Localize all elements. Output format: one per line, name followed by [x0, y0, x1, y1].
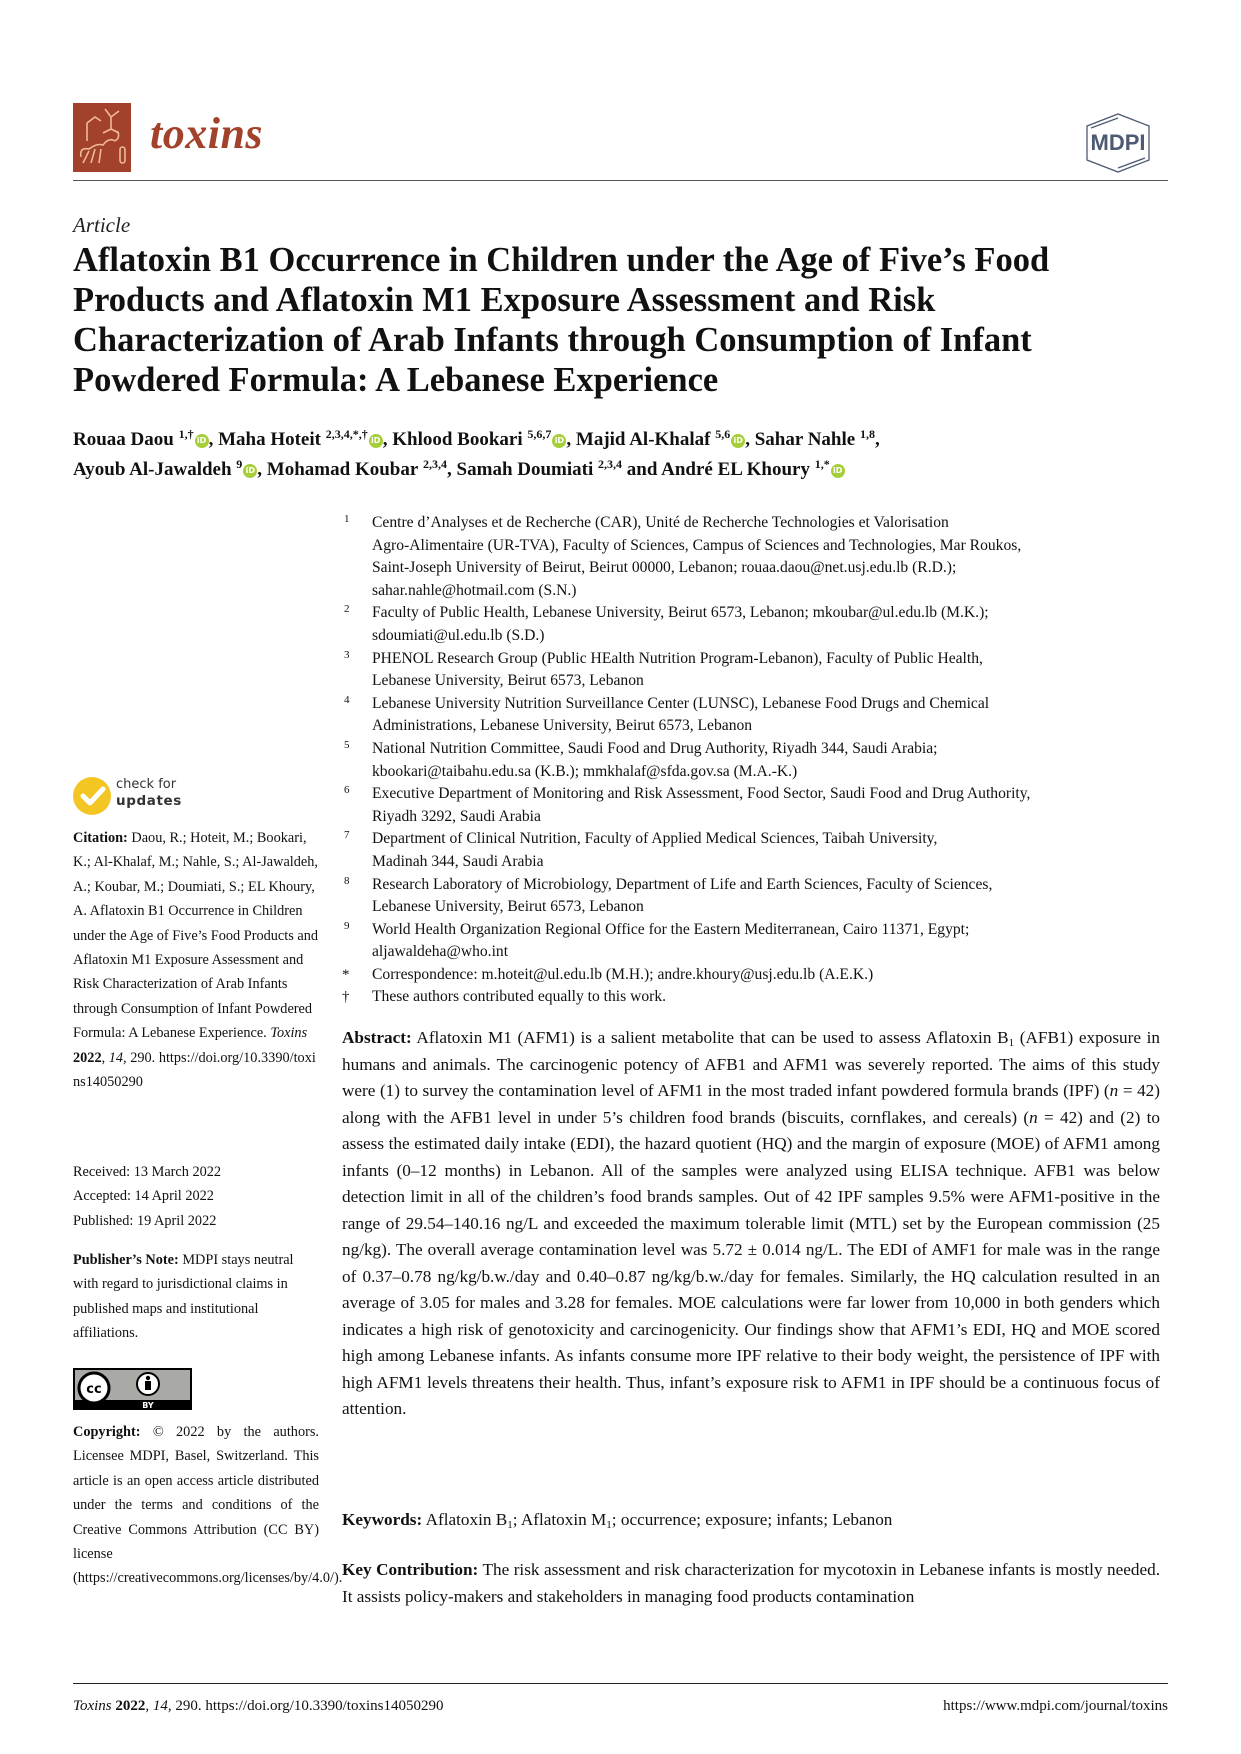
affiliation-line: sdoumiati@ul.edu.lb (S.D.): [372, 626, 545, 644]
keywords-label: Keywords:: [342, 1510, 423, 1529]
footer-journal-url[interactable]: https://www.mdpi.com/journal/toxins: [943, 1698, 1168, 1714]
key-contribution: [342, 1557, 1160, 1610]
author-name[interactable]: Majid Al-Khalaf: [575, 429, 711, 450]
affiliation-line: Administrations, Lebanese University, Beirut 6573, Lebanon: [372, 717, 753, 735]
abstract: [342, 1025, 1160, 1423]
affiliation-number: 3: [344, 648, 350, 661]
author-separator: and: [622, 459, 662, 480]
abstract-subscript: 1: [1008, 1037, 1015, 1049]
footer-citation: Toxins 2022, 14, 290. https://doi.org/10.3390/toxins14050290: [73, 1698, 444, 1714]
author-separator: ,: [566, 429, 576, 450]
affiliation-line: Lebanese University, Beirut 6573, Lebanon: [372, 672, 644, 690]
footer-year: 2022: [115, 1698, 146, 1714]
author-separator: ,: [382, 429, 393, 450]
author-separator: ,: [745, 429, 755, 450]
footer-journal: Toxins: [73, 1698, 112, 1714]
journal-name: toxins: [150, 109, 264, 158]
author-separator: ,: [257, 459, 267, 480]
orcid-icon[interactable]: iD: [731, 434, 745, 448]
affiliation-line: sahar.nahle@hotmail.com (S.N.): [372, 581, 577, 599]
affiliation-line: aljawaldeha@who.int: [372, 943, 509, 961]
citation-text: Daou, R.; Hoteit, M.; Bookari, K.; Al-Khalaf, M.; Nahle, S.; Al-Jawaldeh, A.; Koubar, M.; Doumiati, S.; EL Khoury, A. Aflatoxin B1 Occurrence in Children under the Age of Five’s Food Products and Aflatoxin M1 Exposure Assessment and Risk Characterization of Arab Infants through Consumption of Infant Powdered Formula: A Lebanese Experience.: [73, 830, 319, 1042]
author-name[interactable]: Ayoub Al-Jawaldeh: [73, 459, 232, 480]
affiliation-line: National Nutrition Committee, Saudi Food and Drug Authority, Riyadh 344, Saudi Arabia;: [372, 739, 938, 757]
orcid-icon[interactable]: iD: [369, 434, 383, 448]
orcid-icon[interactable]: iD: [243, 464, 257, 478]
abstract-text: (AFB1) exposure in humans and animals. The carcinogenic potency of AFB1 and AFM1 was severely reported. The aims of this study were (1) to survey the contamination level of AFM1 in the most traded infant powdered formula brands (IPF) (: [342, 1028, 1160, 1100]
check-updates-line1: check for: [116, 777, 177, 792]
abstract-text: = 42) along with the AFB1 level in under 5’s children food brands (biscuits, cornflakes, and cereals) (: [342, 1081, 1160, 1127]
affiliation-number: 8: [344, 874, 350, 887]
affiliation-line: Correspondence: m.hoteit@ul.edu.lb (M.H.); andre.khoury@usj.edu.lb (A.E.K.): [372, 965, 874, 983]
affiliation-item: [342, 783, 1172, 828]
citation-block: Citation: Daou, R.; Hoteit, M.; Bookari, K.; Al-Khalaf, M.; Nahle, S.; Al-Jawaldeh, A.; Koubar, M.; Doumiati, S.; EL Khoury, A. Aflatoxin B1 Occurrence in Children under the Age of Five’s Food Products and Aflatoxin M1 Exposure Assessment and Risk Characterization of Arab Infants through Consumption of Infant Powdered Formula: A Lebanese Experience. Toxins 2022, 14, 290. https://doi.org/10.3390/toxins14050290: [73, 830, 319, 1091]
key-contribution-label: Key Contribution:: [342, 1560, 479, 1579]
affiliation-line: PHENOL Research Group (Public HEalth Nutrition Program-Lebanon), Faculty of Public Health,: [372, 649, 983, 667]
author-affiliation-marker: 9: [236, 457, 243, 471]
publication-dates: [73, 1160, 319, 1233]
affiliation-item: [342, 986, 1172, 1009]
affiliation-number: 2: [344, 603, 350, 616]
affiliation-number: 7: [344, 829, 350, 842]
publishers-note: [73, 1248, 319, 1346]
affiliation-item: [342, 964, 1172, 987]
journal-logo: [73, 103, 131, 172]
footer-volume: 14: [152, 1698, 168, 1714]
orcid-icon[interactable]: iD: [831, 464, 845, 478]
affiliation-number: 1: [344, 513, 350, 525]
author-affiliation-marker: 1,*: [814, 457, 830, 471]
citation-volume: 14: [108, 1049, 124, 1066]
affiliation-item: [342, 874, 1172, 919]
author-name[interactable]: Maha Hoteit: [218, 429, 321, 450]
author-separator: ,: [447, 459, 457, 480]
author-list: [73, 425, 1183, 485]
by-label: BY: [142, 1401, 154, 1410]
keyword-list: ; occurrence; exposure; infants; Lebanon: [611, 1510, 893, 1529]
citation-year: 2022: [73, 1049, 102, 1066]
affiliation-item: [342, 828, 1172, 873]
affiliation-line: Lebanese University Nutrition Surveillance Center (LUNSC), Lebanese Food Drugs and Chemical: [372, 694, 990, 712]
author-name[interactable]: Rouaa Daou: [73, 429, 174, 450]
affiliation-number: 9: [344, 919, 350, 932]
affiliation-line: Executive Department of Monitoring and Risk Assessment, Food Sector, Saudi Food and Drug Authority,: [372, 785, 1031, 803]
cc-icon-label: cc: [86, 1382, 102, 1397]
header-divider: [73, 180, 1168, 181]
author-affiliation-marker: 1,8: [859, 427, 875, 441]
orcid-icon[interactable]: iD: [195, 434, 209, 448]
cc-by-license-badge[interactable]: [73, 1368, 192, 1410]
citation-pages: 290.: [130, 1049, 156, 1066]
footer-doi-link[interactable]: , 290. https://doi.org/10.3390/toxins14050290: [167, 1698, 444, 1714]
keyword-subscript: 1: [507, 1519, 513, 1531]
keyword-subscript: 1: [606, 1519, 612, 1531]
affiliation-line: kbookari@taibahu.edu.sa (K.B.); mmkhalaf@sfda.gov.sa (M.A.-K.): [372, 762, 798, 780]
abstract-text: = 42) and (2) to assess the estimated daily intake (EDI), the hazard quotient (HQ) and the margin of exposure (MOE) of AFM1 among infants (0–12 months) in Lebanon. All of the samples were analyzed using ELISA technique. AFB1 was below detection limit in all of the children’s food brands samples. Out of 42 IPF samples 9.5% were AFM1-positive in the range of 29.54–140.16 ng/L and exceeded the maximum tolerable limit (MTL) set by the European commission (25 ng/kg). The overall average contamination level was 5.72 ± 0.014 ng/L. The EDI of AMF1 for male was in the range of 0.37–0.78 ng/kg/b.w./day and 0.40–0.87 ng/kg/b.w./day for females. Similarly, the HQ calculation resulted in an average of 3.05 for males and 3.28 for females. MOE calculations were far lower from 10,000 in both genders which indicates a high risk of genotoxicity and carcinogenicity. Our findings show that AFM1’s EDI, HQ and MOE scored high among Lebanese infants. As infants consume more IPF relative to their body weight, the persistence of IPF with high AFM1 levels threatens their health. Thus, infant’s exposure risk to AFM1 in IPF should be a continuous focus of attention.: [342, 1107, 1160, 1418]
orcid-icon[interactable]: iD: [552, 434, 566, 448]
abstract-n-symbol: n: [1109, 1081, 1119, 1100]
affiliation-item: [342, 693, 1172, 738]
check-for-updates-button[interactable]: [73, 777, 323, 817]
author-name[interactable]: Samah Doumiati: [456, 459, 594, 480]
citation-doi-link[interactable]: https://doi.org/10.3390/toxins14050290: [73, 1049, 316, 1091]
abstract-label: Abstract:: [342, 1028, 412, 1047]
article-title: Aflatoxin B1 Occurrence in Children under the Age of Five’s Food Products and Aflatoxin M1 Exposure Assessment and Risk Characterization of Arab Infants through Consumption of Infant Powdered Formula: A Lebanese Experience: [73, 241, 1050, 399]
affiliation-item: [342, 738, 1172, 783]
affiliation-number: †: [342, 989, 350, 1006]
keyword: Aflatoxin B: [425, 1510, 508, 1529]
affiliation-line: World Health Organization Regional Office for the Eastern Mediterranean, Cairo 11371, Egypt;: [372, 920, 970, 938]
affiliation-line: Research Laboratory of Microbiology, Department of Life and Earth Sciences, Faculty of Sciences,: [372, 875, 993, 893]
copyright-label: Copyright:: [73, 1424, 141, 1440]
author-name[interactable]: Mohamad Koubar: [266, 459, 419, 480]
date-received: Received: 13 March 2022: [73, 1164, 222, 1180]
affiliation-line: Faculty of Public Health, Lebanese University, Beirut 6573, Lebanon; mkoubar@ul.edu.lb (M.K.);: [372, 604, 989, 622]
affiliation-line: Riyadh 3292, Saudi Arabia: [372, 807, 541, 825]
author-name[interactable]: André EL Khoury: [661, 459, 810, 480]
article-type: Article: [73, 213, 131, 237]
author-affiliation-marker: 1,†: [178, 427, 194, 441]
affiliation-line: These authors contributed equally to this work.: [372, 988, 667, 1006]
affiliation-line: Centre d’Analyses et de Recherche (CAR), Unité de Recherche Technologies et Valorisation: [372, 514, 949, 531]
publishers-note-label: Publisher’s Note:: [73, 1252, 179, 1268]
author-separator: ,: [874, 429, 880, 450]
affiliation-number: 5: [344, 738, 350, 751]
keywords: [342, 1507, 1160, 1534]
author-affiliation-marker: 5,6,7: [527, 427, 552, 441]
publishers-note-text: MDPI stays neutral with regard to jurisdictional claims in published maps and institutional affiliations.: [73, 1252, 294, 1342]
check-updates-line2: updates: [116, 793, 182, 809]
scorpion-molecule-icon: [73, 103, 131, 172]
affiliation-item: [342, 648, 1172, 693]
affiliation-line: Department of Clinical Nutrition, Faculty of Applied Medical Sciences, Taibah University,: [372, 830, 938, 848]
affiliation-item: [342, 919, 1172, 964]
author-affiliation-marker: 2,3,4,*,†: [325, 427, 368, 441]
author-name[interactable]: Sahar Nahle: [754, 429, 856, 450]
mdpi-logo: [1073, 112, 1163, 174]
affiliation-item: [342, 512, 1172, 602]
affiliation-line: Saint-Joseph University of Beirut, Beirut 00000, Lebanon; rouaa.daou@net.usj.edu.lb (R.D.);: [372, 559, 957, 577]
author-affiliation-marker: 2,3,4: [423, 457, 448, 471]
abstract-n-symbol: n: [1029, 1107, 1038, 1127]
affiliation-number: 6: [344, 784, 350, 797]
affiliation-number: 4: [344, 693, 350, 706]
key-contribution-text: The risk assessment and risk characterization for mycotoxin in Lebanese infants is mostly needed. It assists policy-makers and stakeholders in managing food products contamination: [342, 1560, 1160, 1606]
date-accepted: Accepted: 14 April 2022: [73, 1188, 214, 1205]
author-affiliation-marker: 2,3,4: [598, 457, 623, 471]
copyright-block: [73, 1420, 343, 1591]
affiliation-line: Agro-Alimentaire (UR-TVA), Faculty of Sciences, Campus of Sciences and Technologies, Mar Roukos,: [372, 536, 1022, 554]
author-name[interactable]: Khlood Bookari: [392, 429, 523, 450]
author-affiliation-marker: 5,6: [715, 427, 731, 441]
footer-divider: [73, 1683, 1168, 1684]
author-separator: ,: [208, 429, 219, 450]
abstract-text: Aflatoxin M1 (AFM1) is a salient metabolite that can be used to assess Aflatoxin B: [416, 1028, 1009, 1047]
citation-label: Citation:: [73, 830, 128, 846]
affiliation-line: Madinah 344, Saudi Arabia: [372, 852, 544, 870]
affiliation-item: [342, 602, 1172, 647]
affiliation-line: Lebanese University, Beirut 6573, Lebanon: [372, 898, 644, 916]
affiliation-number: *: [342, 966, 350, 983]
date-published: Published: 19 April 2022: [73, 1212, 217, 1229]
mdpi-logo-text: MDPI: [1090, 130, 1146, 155]
check-updates-icon: [73, 777, 111, 815]
citation-journal: Toxins: [270, 1025, 308, 1042]
affiliations: [342, 512, 1172, 1009]
copyright-text: © 2022 by the authors. Licensee MDPI, Basel, Switzerland. This article is an open access article distributed under the terms and conditions of the Creative Commons Attribution (CC BY) license (https://creativecommons.org/licenses/by/4.0/).: [73, 1424, 343, 1587]
keyword: ; Aflatoxin M: [512, 1510, 607, 1529]
